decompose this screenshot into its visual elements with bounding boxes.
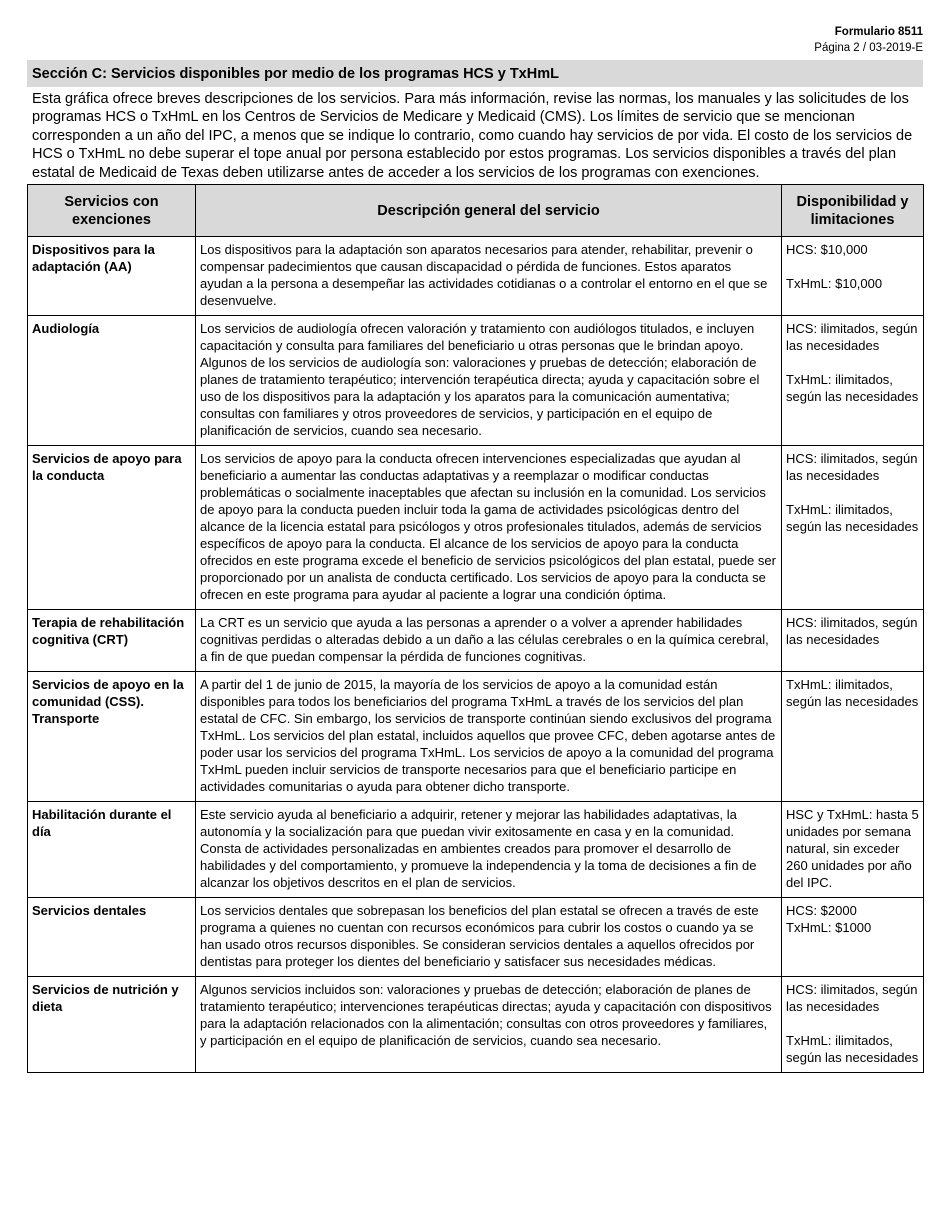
- service-availability: [782, 610, 924, 672]
- table-row: [28, 977, 924, 1073]
- availability-line: TxHmL: ilimitados, según las necesidades: [786, 677, 919, 710]
- service-description: Los servicios de apoyo para la conducta ofrecen intervenciones especializadas que ayudan al beneficiario a aumentar las conductas adaptativas y a reemplazar o modificar conductas problemáticas o socialmente inaceptables que afectan su inclusión en la comunidad. Los servicios de apoyo para la conducta pueden incluir toda la gama de actividades psicológicas dentro del alcance de la licencia estatal para psicólogos y otros profesionales titulados, además de servicios específicos de apoyo para la conducta. El alcance de los servicios de apoyo para la conducta ofrecidos en este programa excede el beneficio de servicios psicológicos del plan estatal, puede ser proporcionado por un analista de conducta certificado. Los servicios de apoyo para la conducta se ofrecen en este programa para ayudar al paciente a lograr una condición óptima.: [196, 446, 782, 610]
- table-row: [28, 610, 924, 672]
- section-title: Sección C: Servicios disponibles por medio de los programas HCS y TxHmL: [27, 60, 923, 87]
- service-availability: [782, 802, 924, 898]
- availability-line: HCS: $2000: [786, 903, 857, 919]
- services-table-body: [28, 237, 924, 1073]
- table-row: [28, 672, 924, 802]
- table-row: [28, 898, 924, 977]
- service-name: Audiología: [28, 316, 196, 446]
- section-intro: Esta gráfica ofrece breves descripciones de los servicios. Para más información, revise las normas, los manuales y las solicitudes de los programas HCS o TxHmL en los Centros de Servicios de Medicare y Medicaid (CMS). Los límites de servicio que se mencionan corresponden a un año del IPC, a menos que se indique lo contrario, como cuando hay servicios de por vida. El costo de los servicios de HCS o TxHmL no debe superar el tope anual por persona establecido por estos programas. Los servicios disponibles a través del plan estatal de Medicaid de Texas deben utilizarse antes de acceder a los servicios de los programas con exenciones.: [32, 91, 913, 181]
- availability-line: TxHmL: ilimitados, según las necesidades: [786, 372, 919, 405]
- availability-line: HCS: ilimitados, según las necesidades: [786, 982, 918, 1015]
- service-availability: [782, 446, 924, 610]
- service-name: Servicios de apoyo para la conducta: [28, 446, 196, 610]
- services-table: [27, 184, 924, 1073]
- service-description: A partir del 1 de junio de 2015, la mayoría de los servicios de apoyo a la comunidad están disponibles para todos los beneficiarios del programa TxHmL a través de los servicios del plan estatal de CFC. Sin embargo, los servicios de transporte continúan siendo exclusivos del programa TxHmL. Los servicios del plan estatal, incluidos aquellos que provee CFC, deben agotarse antes de poder usar los servicios del programa TxHmL. Los servicios de apoyo a la comunidad del programa TxHmL pueden incluir servicios de transporte necesarios para que el beneficiario participe en actividades comunitarias o ayuda para obtener dicho transporte.: [196, 672, 782, 802]
- service-description: Los dispositivos para la adaptación son aparatos necesarios para atender, rehabilitar, prevenir o compensar padecimientos que causan discapacidad o pérdida de funciones. Estos aparatos ayudan a la persona a desempeñar las actividades cotidianas o a controlar el entorno en el que se desenvuelve.: [196, 237, 782, 316]
- availability-line: HCS: ilimitados, según las necesidades: [786, 451, 918, 484]
- availability-line: HCS: ilimitados, según las necesidades: [786, 321, 918, 354]
- column-header-availability: Disponibilidad y limitaciones: [782, 185, 924, 237]
- availability-line: HSC y TxHmL: hasta 5 unidades por semana natural, sin exceder 260 unidades por año del IPC.: [786, 807, 919, 891]
- column-header-description: Descripción general del servicio: [196, 185, 782, 237]
- service-availability: [782, 977, 924, 1073]
- availability-spacer: [786, 1015, 919, 1032]
- availability-line: TxHmL: $10,000: [786, 276, 883, 292]
- availability-line: HCS: ilimitados, según las necesidades: [786, 615, 918, 648]
- form-number: Formulario 8511: [834, 26, 923, 38]
- availability-line: TxHmL: ilimitados, según las necesidades: [786, 1033, 919, 1066]
- service-name: Servicios dentales: [28, 898, 196, 977]
- availability-spacer: [786, 354, 919, 371]
- availability-line: TxHmL: ilimitados, según las necesidades: [786, 502, 919, 535]
- service-description: La CRT es un servicio que ayuda a las personas a aprender o a volver a aprender habilidades cognitivas perdidas o alteradas debido a un daño a las células cerebrales o en la química cerebral, a fin de que puedan compensar la pérdida de funciones cognitivas.: [196, 610, 782, 672]
- table-row: [28, 802, 924, 898]
- service-name: Habilitación durante el día: [28, 802, 196, 898]
- service-name: Terapia de rehabilitación cognitiva (CRT): [28, 610, 196, 672]
- service-availability: [782, 672, 924, 802]
- table-row: [28, 237, 924, 316]
- form-page: [27, 24, 923, 1073]
- service-name: Servicios de apoyo en la comunidad (CSS). Transporte: [28, 672, 196, 802]
- service-availability: [782, 237, 924, 316]
- service-description: Los servicios dentales que sobrepasan los beneficios del plan estatal se ofrecen a través de este programa a quienes no cuentan con recursos económicos para cubrir los costos o cuando ya se han usado otros recursos disponibles. Se consideran servicios dentales a aquellos ofrecidos por dentistas para proteger los dientes del beneficiario y satisfacer sus necesidades médicas.: [196, 898, 782, 977]
- availability-line: HCS: $10,000: [786, 242, 868, 258]
- table-header-row: [28, 185, 924, 237]
- availability-spacer: [786, 484, 919, 501]
- service-availability: [782, 898, 924, 977]
- service-name: Servicios de nutrición y dieta: [28, 977, 196, 1073]
- service-name: Dispositivos para la adaptación (AA): [28, 237, 196, 316]
- table-row: [28, 446, 924, 610]
- availability-spacer: [786, 258, 919, 275]
- service-description: Este servicio ayuda al beneficiario a adquirir, retener y mejorar las habilidades adaptativas, la autonomía y la socialización para que puedan vivir exitosamente en casa y en la comunidad. Consta de actividades personalizadas en ambientes creados para promover el desarrollo de habilidades y del comportamiento, y promueve la independencia y la toma de decisiones a fin de alcanzar los objetivos descritos en el plan de servicios.: [196, 802, 782, 898]
- availability-line: TxHmL: $1000: [786, 920, 872, 936]
- service-description: Algunos servicios incluidos son: valoraciones y pruebas de detección; elaboración de planes de tratamiento terapéutico; intervenciones terapéuticas directas; ayuda y capacitación con dispositivos para la adaptación relacionados con la alimentación; consultas con otros proveedores y familiares, y participación en el equipo de planificación de servicios, cuando sea necesario.: [196, 977, 782, 1073]
- page-header: [27, 24, 923, 56]
- service-description: Los servicios de audiología ofrecen valoración y tratamiento con audiólogos titulados, e incluyen capacitación y consulta para familiares del beneficiario u otras personas que le brindan apoyo. Algunos de los servicios de audiología son: valoraciones y pruebas de detección; elaboración de planes de tratamiento terapéutico; intervención terapéutica directa; ayuda y capacitación sobre el uso de los dispositivos para la adaptación y los aparatos para la comunicación aumentativa; consultas con familiares y otros proveedores de servicios, y participación en el equipo de planificación de servicios, cuando sea necesario.: [196, 316, 782, 446]
- column-header-service: Servicios con exenciones: [28, 185, 196, 237]
- page-info: Página 2 / 03-2019-E: [814, 42, 923, 54]
- service-availability: [782, 316, 924, 446]
- table-row: [28, 316, 924, 446]
